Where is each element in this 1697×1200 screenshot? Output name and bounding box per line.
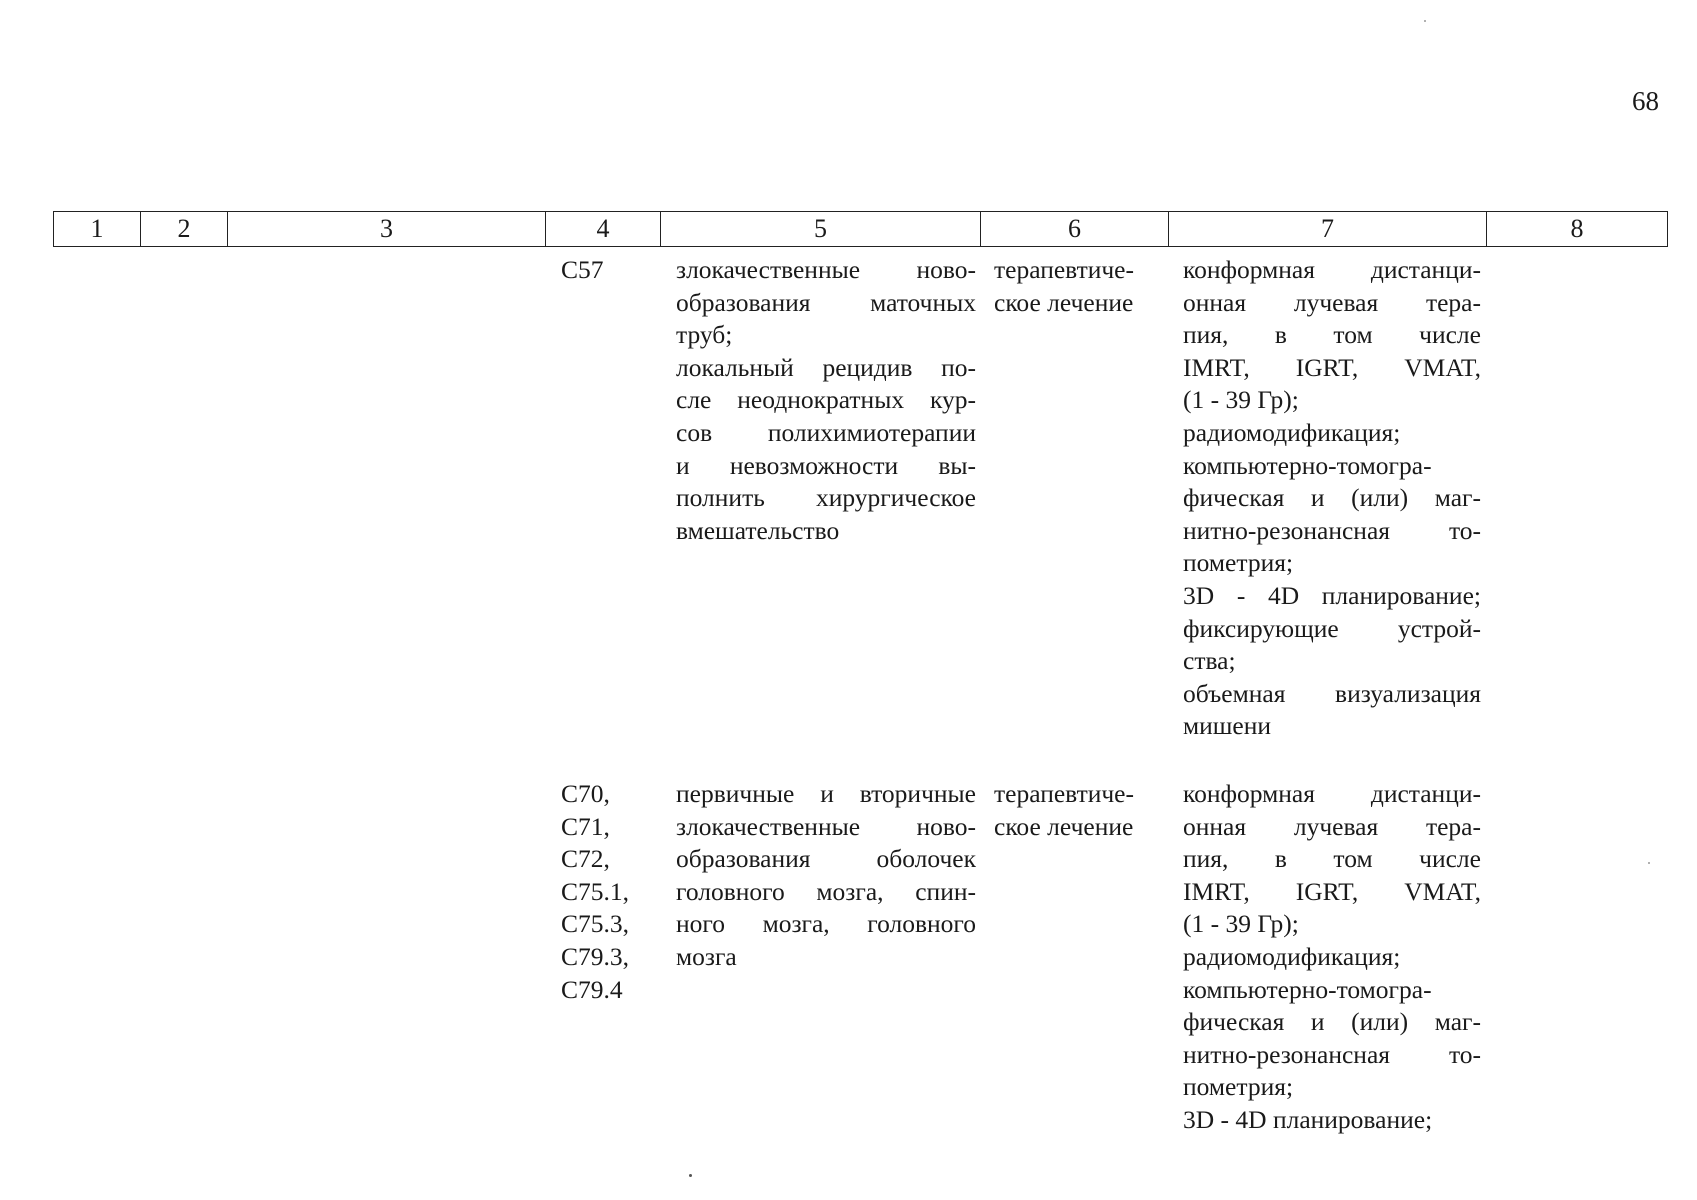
text-line: ское лечение xyxy=(994,287,1134,317)
column-header-4: 4 xyxy=(546,212,661,247)
text-line: 3D - 4D планирование; xyxy=(1183,580,1481,610)
text-line: терапевтиче- xyxy=(994,255,1134,284)
text-line: ства; xyxy=(1183,646,1236,676)
text-line: (1 - 39 Гр); xyxy=(1183,385,1299,415)
text-line: фиксирующие устрой- xyxy=(1183,613,1481,643)
column-header-6: 6 xyxy=(981,212,1169,247)
code: C72, xyxy=(561,844,610,874)
text-line: и невозможности вы- xyxy=(676,450,976,480)
text-line: мишени xyxy=(1183,711,1272,741)
text-line: сле неоднократных кур- xyxy=(676,385,976,415)
row-2-treatment xyxy=(994,778,1158,843)
code: C79.3, xyxy=(561,941,630,971)
text-line: онная лучевая тера- xyxy=(1183,287,1481,317)
code: C75.3, xyxy=(561,909,630,939)
column-header-2: 2 xyxy=(141,212,228,247)
row-2-codes xyxy=(561,778,661,1006)
text-line: терапевтиче- xyxy=(994,779,1134,808)
column-header-1: 1 xyxy=(54,212,141,247)
text-line: злокачественные ново- xyxy=(676,255,976,284)
text-line: (1 - 39 Гр); xyxy=(1183,909,1299,939)
text-line: образования маточных xyxy=(676,287,976,317)
text-line: нитно-резонансная то- xyxy=(1183,1039,1481,1069)
code: C57 xyxy=(561,255,604,284)
text-line: ское лечение xyxy=(994,811,1134,841)
row-2-diagnosis xyxy=(676,778,976,974)
text-line: локальный рецидив по- xyxy=(676,352,976,382)
text-line: пия, в том числе xyxy=(1183,320,1481,350)
text-line: ного мозга, головного xyxy=(676,909,976,939)
text-line: нитно-резонансная то- xyxy=(1183,515,1481,545)
text-line: конформная дистанци- xyxy=(1183,779,1481,808)
text-line: онная лучевая тера- xyxy=(1183,811,1481,841)
scan-speck xyxy=(1648,862,1650,864)
text-line: головного мозга, спин- xyxy=(676,876,976,906)
row-1-method xyxy=(1183,254,1481,743)
column-header-8: 8 xyxy=(1487,212,1668,247)
row-2-method xyxy=(1183,778,1481,1137)
text-line: мозга xyxy=(676,941,737,971)
text-line: образования оболочек xyxy=(676,844,976,874)
page-number: 68 xyxy=(1632,86,1659,116)
text-line: пометрия; xyxy=(1183,548,1294,578)
text-line: радиомодификация; xyxy=(1183,941,1401,971)
code: C71, xyxy=(561,811,610,841)
code: C75.1, xyxy=(561,876,630,906)
text-line: злокачественные ново- xyxy=(676,811,976,841)
code: C79.4 xyxy=(561,974,623,1004)
text-line: фическая и (или) маг- xyxy=(1183,1007,1481,1037)
text-line: IMRT, IGRT, VMAT, xyxy=(1183,352,1481,382)
text-line: труб; xyxy=(676,320,733,350)
column-header-5: 5 xyxy=(661,212,981,247)
text-line: IMRT, IGRT, VMAT, xyxy=(1183,876,1481,906)
text-line: компьютерно-томогра- xyxy=(1183,450,1432,480)
column-header-row xyxy=(54,212,1668,247)
row-1-codes xyxy=(561,254,661,287)
text-line: первичные и вторичные xyxy=(676,779,976,808)
scan-speck xyxy=(689,1174,692,1177)
scan-speck xyxy=(1424,20,1426,22)
text-line: пия, в том числе xyxy=(1183,844,1481,874)
text-line: компьютерно-томогра- xyxy=(1183,974,1432,1004)
row-1-diagnosis xyxy=(676,254,976,547)
text-line: 3D - 4D планирование; xyxy=(1183,1104,1433,1134)
column-header-3: 3 xyxy=(228,212,546,247)
text-line: полнить хирургическое xyxy=(676,483,976,513)
text-line: пометрия; xyxy=(1183,1072,1294,1102)
text-line: сов полихимиотерапии xyxy=(676,417,976,447)
text-line: радиомодификация; xyxy=(1183,417,1401,447)
text-line: конформная дистанци- xyxy=(1183,255,1481,284)
text-line: фическая и (или) маг- xyxy=(1183,483,1481,513)
column-header-table xyxy=(53,211,1668,247)
text-line: вмешательство xyxy=(676,515,840,545)
column-header-7: 7 xyxy=(1169,212,1487,247)
row-1-treatment xyxy=(994,254,1158,319)
text-line: объемная визуализация xyxy=(1183,678,1481,708)
code: C70, xyxy=(561,779,610,808)
